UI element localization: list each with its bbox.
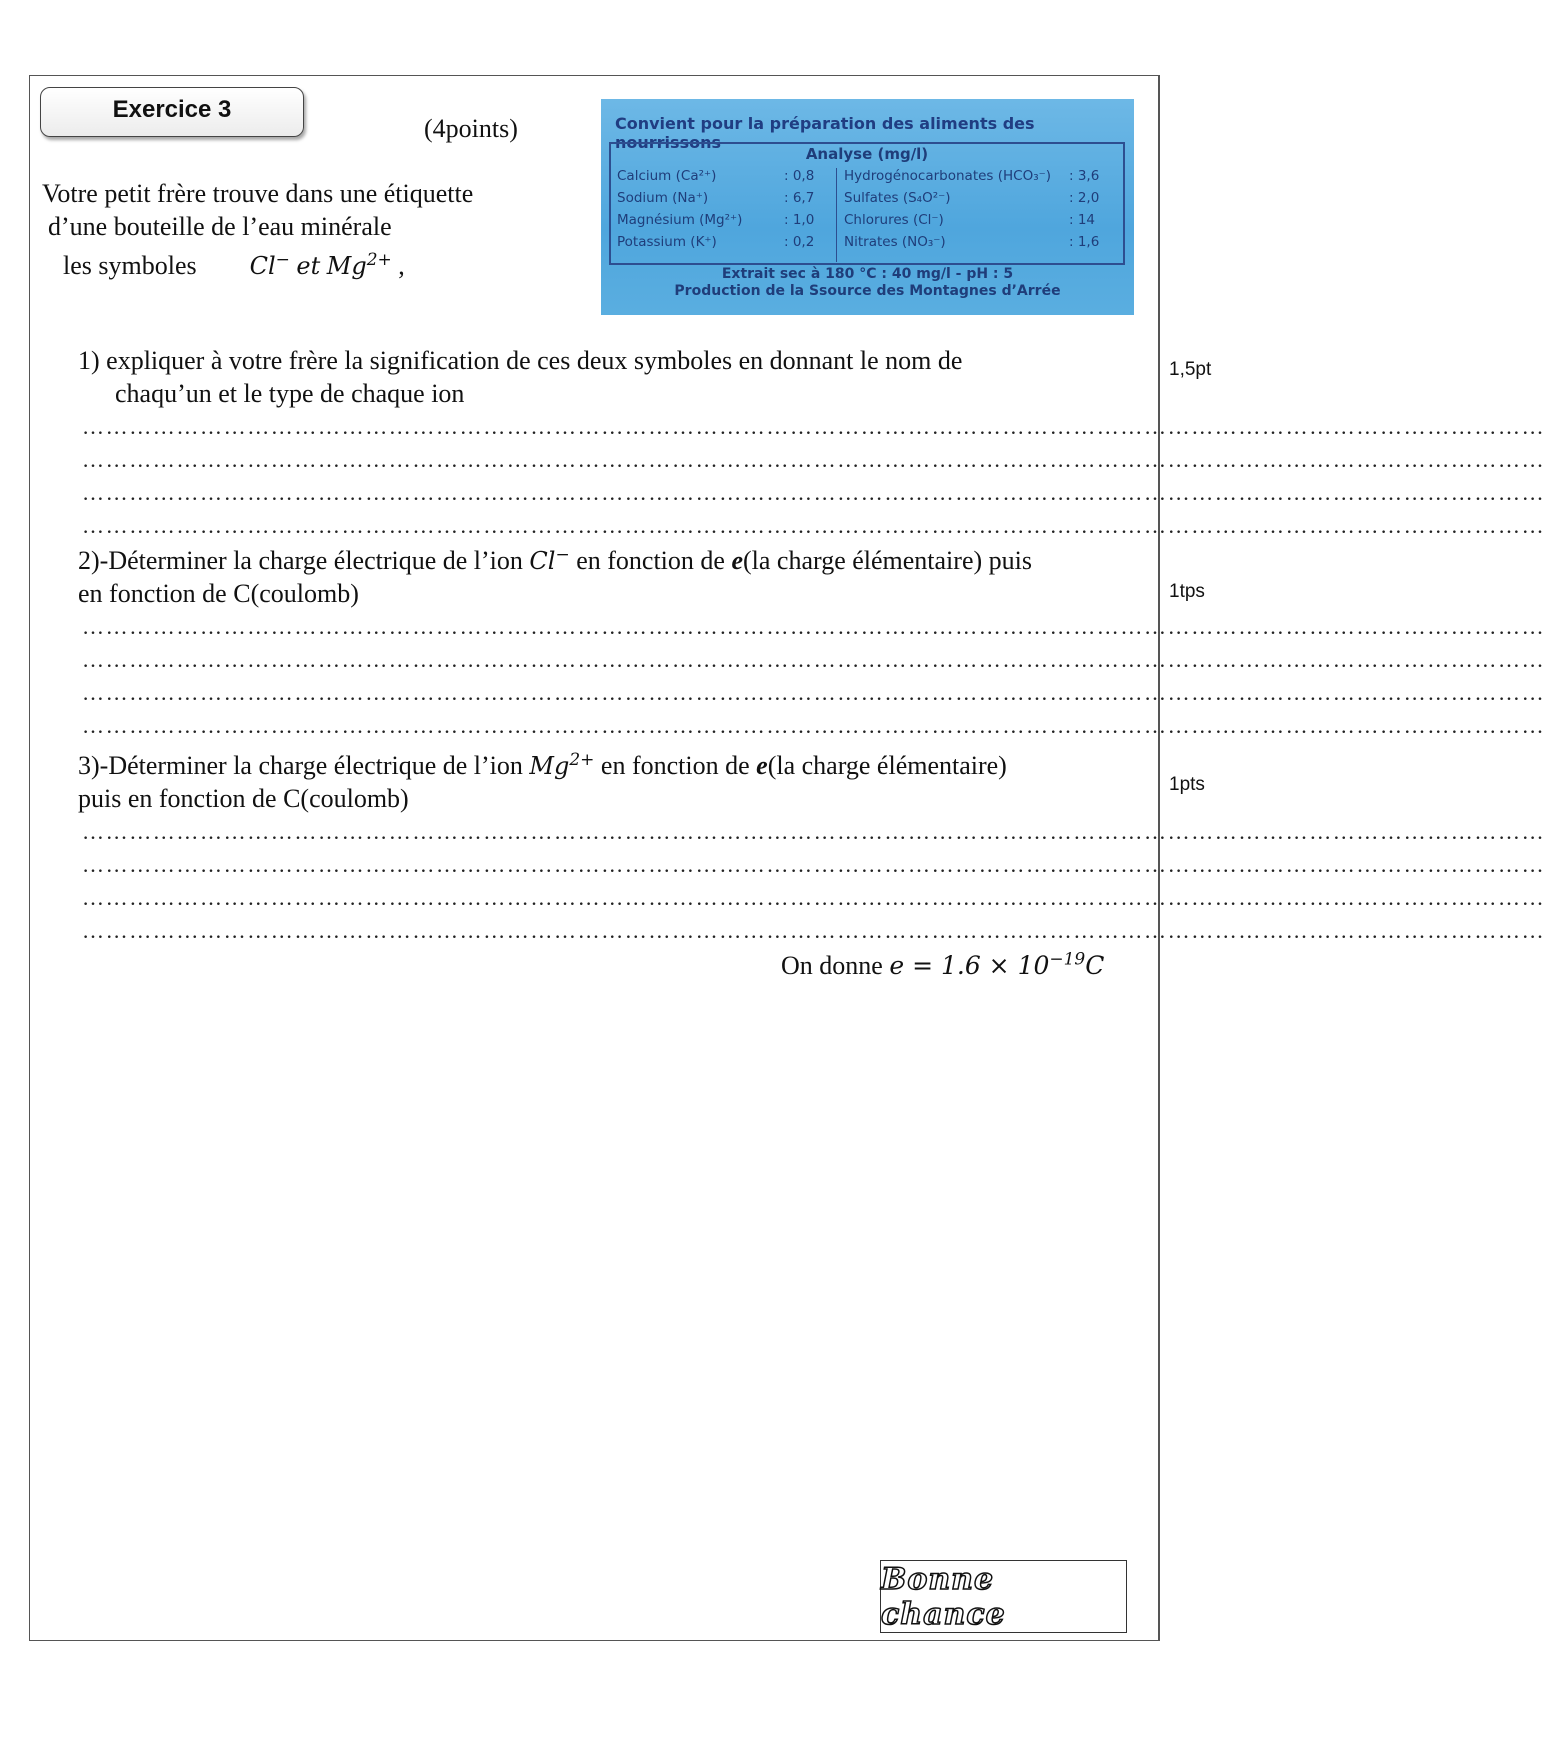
label-right-value: : 1,6	[1069, 234, 1100, 250]
answer-dotted-line: ……………………………………………………………………………………………………………………………………………………………………	[82, 918, 1545, 943]
label-heading: Convient pour la préparation des aliments des nourrissons	[615, 114, 1035, 152]
exercise-title-box	[40, 87, 304, 137]
intro-line-3	[63, 250, 405, 282]
question-1-line-1: 1) expliquer à votre frère la signification de ces deux symboles en donnant le nom de	[78, 346, 963, 375]
question-3-line-1: 3)-Déterminer la charge électrique de l’ion $Mg^{2+}$ en fonction de e(la charge élémentaire)	[78, 750, 1007, 780]
given-constant: On donne $e = 1.6 \times 10^{-19}C$	[781, 949, 1105, 980]
answer-dotted-line: ……………………………………………………………………………………………………………………………………………………………………	[82, 480, 1545, 505]
label-column-divider	[836, 168, 837, 262]
label-right-name: Hydrogénocarbonates (HCO₃⁻)	[844, 168, 1052, 184]
question-2-line-2: en fonction de C(coulomb)	[78, 579, 359, 608]
label-analysis-box	[609, 142, 1125, 265]
elementary-charge-symbol: e	[731, 546, 743, 575]
question-3-line-2: puis en fonction de C(coulomb)	[78, 784, 409, 813]
answer-dotted-line: ……………………………………………………………………………………………………………………………………………………………………	[82, 513, 1545, 538]
mineral-water-label-image	[601, 99, 1134, 315]
question-3-points: 1pts	[1169, 774, 1205, 795]
exercise-points: (4points)	[424, 114, 518, 143]
answer-dotted-line: ……………………………………………………………………………………………………………………………………………………………………	[82, 852, 1545, 877]
label-left-value: : 1,0	[784, 212, 815, 228]
label-footer-1: Extrait sec à 180 °C : 40 mg/l - pH : 5	[721, 266, 1014, 282]
label-footer-2: Production de la Ssource des Montagnes d’Arrée	[674, 283, 1061, 299]
label-left-name: Calcium (Ca²⁺)	[617, 168, 717, 184]
answer-dotted-line: ……………………………………………………………………………………………………………………………………………………………………	[82, 614, 1545, 639]
label-left-value: : 0,8	[784, 168, 815, 184]
intro-line-1: Votre petit frère trouve dans une étiquette	[42, 179, 474, 208]
conjunction-et: et	[296, 252, 321, 280]
chloride-symbol: Cl−	[249, 250, 290, 280]
answer-dotted-line: ……………………………………………………………………………………………………………………………………………………………………	[82, 447, 1545, 472]
magnesium-symbol: $Mg^{2+}$	[326, 250, 392, 280]
question-1-points: 1,5pt	[1169, 359, 1212, 380]
answer-dotted-line: ……………………………………………………………………………………………………………………………………………………………………	[82, 713, 1545, 738]
label-left-name: Sodium (Na⁺)	[617, 190, 709, 206]
label-analyse-title: Analyse (mg/l)	[805, 145, 929, 163]
label-left-value: : 6,7	[784, 190, 815, 206]
label-right-value: : 14	[1069, 212, 1096, 228]
label-right-name: Chlorures (Cl⁻)	[844, 212, 944, 228]
question-3-ion: $Mg^{2+}$	[529, 750, 595, 780]
label-right-value: : 3,6	[1069, 168, 1100, 184]
question-1-line-2: chaqu’un et le type de chaque ion	[115, 379, 465, 408]
answer-dotted-line: ……………………………………………………………………………………………………………………………………………………………………	[82, 885, 1545, 910]
label-right-name: Sulfates (S₄O²⁻)	[844, 190, 951, 206]
intro-comma: ,	[398, 251, 405, 280]
intro-symbols-text: les symboles	[63, 251, 197, 280]
good-luck-box	[880, 1560, 1127, 1633]
label-right-value: : 2,0	[1069, 190, 1100, 206]
good-luck-text: Bonne chance	[881, 1561, 1006, 1632]
question-2-line-1: 2)-Déterminer la charge électrique de l’ion Cl− en fonction de e(la charge élémentaire) puis	[78, 545, 1032, 575]
question-2-ion: Cl−	[529, 545, 570, 575]
label-left-name: Potassium (K⁺)	[617, 234, 717, 250]
answer-dotted-line: ……………………………………………………………………………………………………………………………………………………………………	[82, 414, 1545, 439]
question-2-points: 1tps	[1169, 581, 1205, 602]
label-left-value: : 0,2	[784, 234, 815, 250]
label-left-name: Magnésium (Mg²⁺)	[617, 212, 743, 228]
answer-dotted-line: ……………………………………………………………………………………………………………………………………………………………………	[82, 819, 1545, 844]
answer-dotted-line: ……………………………………………………………………………………………………………………………………………………………………	[82, 647, 1545, 672]
exercise-title: Exercice 3	[112, 96, 232, 123]
answer-dotted-line: ……………………………………………………………………………………………………………………………………………………………………	[82, 680, 1545, 705]
intro-line-2: d’une bouteille de l’eau minérale	[48, 212, 392, 241]
elementary-charge-symbol: e	[756, 751, 768, 780]
label-right-name: Nitrates (NO₃⁻)	[844, 234, 946, 250]
